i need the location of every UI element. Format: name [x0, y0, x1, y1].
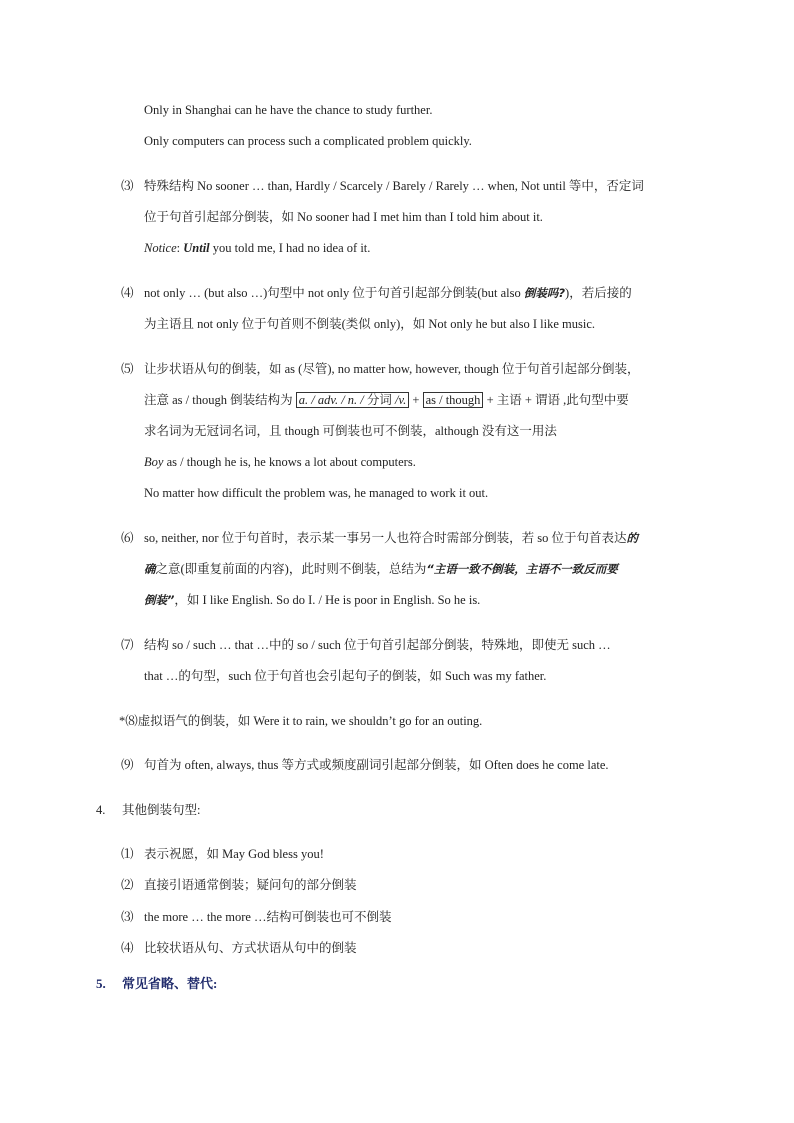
item-7-number: ⑺: [121, 638, 134, 652]
item-6-line-2c: “主语一致不倒装，主语不一致反而要: [426, 562, 618, 576]
item-6-line-1a: so, neither, nor 位于句首时，表示某一事另一人也符合时需部分倒装，若 so 位于句首表达: [144, 531, 627, 545]
item-4-line-2: 为主语且 not only 位于句首则不倒装(类似 only)，如 Not only he but also I like music.: [144, 317, 596, 331]
box-1-part-b: 分词: [363, 393, 396, 407]
item-6-line-2: [144, 561, 618, 577]
item-4-line-1: [144, 285, 632, 301]
item-5-example-1: [144, 454, 416, 470]
item-8: *⑻虚拟语气的倒装，如 Were it to rain, we shouldn’t go for an outing.: [119, 714, 483, 728]
example-only-computers: Only computers can process such a complicated problem quickly.: [144, 134, 472, 148]
item-3-line-1: 特殊结构 No sooner … than, Hardly / Scarcely / Barely / Rarely … when, Not until 等中，否定词: [144, 179, 644, 193]
section-4-item-4: 比较状语从句、方式状语从句中的倒装: [144, 941, 357, 955]
item-3-number: ⑶: [121, 179, 134, 193]
section-5-number: 5.: [96, 976, 106, 991]
section-4-title: 其他倒装句型:: [122, 803, 201, 817]
item-5-line-2: [144, 392, 629, 408]
item-5-line-2-post: + 主语 + 谓语 ,此句型中要: [483, 393, 629, 407]
section-4-item-4-number: ⑷: [121, 941, 134, 955]
section-4-item-1: 表示祝愿，如 May God bless you!: [144, 847, 324, 861]
item-5-line-3: 求名词为无冠词名词，且 though 可倒装也可不倒装，although 没有这一用法: [144, 424, 557, 438]
example-only-in-shanghai: Only in Shanghai can he have the chance to study further.: [144, 103, 433, 117]
notice-label: Notice: [144, 241, 177, 255]
section-5-title: 常见省略、替代:: [122, 976, 218, 991]
section-4-item-2: 直接引语通常倒装；疑问句的部分倒装: [144, 878, 357, 892]
item-7-line-2: that …的句型，such 位于句首也会引起句子的倒装，如 Such was my father.: [144, 669, 547, 683]
section-4-item-3: the more … the more …结构可倒装也可不倒装: [144, 910, 392, 924]
item-6-line-3a: 倒装”: [144, 593, 175, 607]
item-6-number: ⑹: [121, 531, 134, 545]
notice-rest: you told me, I had no idea of it.: [209, 241, 371, 255]
item-6-line-1b: 的: [626, 531, 638, 545]
item-3-line-2: 位于句首引起部分倒装，如 No sooner had I met him than I told him about it.: [144, 210, 543, 224]
section-4-item-1-number: ⑴: [121, 847, 134, 861]
section-4-number: 4.: [96, 803, 106, 817]
item-5-line-2-pre: 注意 as / though 倒装结构为: [144, 393, 296, 407]
item-7-line-1: 结构 so / such … that …中的 so / such 位于句首引起部分倒装，特殊地，即使无 such …: [144, 638, 611, 652]
item-6-line-2b: 之意(即重复前面的内容)，此时则不倒装，总结为: [155, 562, 427, 576]
item-3-notice: [144, 240, 370, 256]
example-1-rest: as / though he is, he knows a lot about computers.: [163, 455, 416, 469]
item-9-text: 句首为 often, always, thus 等方式或频度副词引起部分倒装，如 Often does he come late.: [144, 758, 609, 772]
item-4-line-1c: )，若后接的: [565, 286, 632, 300]
section-4-item-2-number: ⑵: [121, 878, 134, 892]
notice-until: Until: [183, 241, 210, 255]
item-6-line-3b: ，如 I like English. So do I. / He is poor in English. So he is.: [174, 593, 481, 607]
item-4-line-1a: not only … (but also …)句型中 not only 位于句首引起部分倒装(but also: [144, 286, 524, 300]
item-9-number: ⑼: [121, 758, 134, 772]
item-5-number: ⑸: [121, 362, 134, 376]
section-4-item-3-number: ⑶: [121, 910, 134, 924]
plus-sign: +: [409, 393, 423, 407]
item-6-line-1: [144, 530, 638, 546]
example-boy: Boy: [144, 455, 164, 469]
item-6-line-2a: 确: [144, 562, 156, 576]
item-5-example-2: No matter how difficult the problem was, he managed to work it out.: [144, 486, 489, 500]
structure-box-1: [296, 392, 410, 408]
item-6-line-3: [144, 592, 480, 608]
item-4-number: ⑷: [121, 286, 134, 300]
structure-box-2: as / though: [423, 392, 484, 408]
box-1-part-c: /v.: [395, 393, 407, 407]
item-4-line-1b: 倒装吗?: [523, 286, 566, 300]
item-5-line-1: 让步状语从句的倒装，如 as (尽管), no matter how, however, though 位于句首引起部分倒装，: [144, 362, 640, 376]
notice-colon: :: [176, 241, 184, 255]
box-1-part-a: a. / adv. / n. /: [298, 393, 364, 407]
